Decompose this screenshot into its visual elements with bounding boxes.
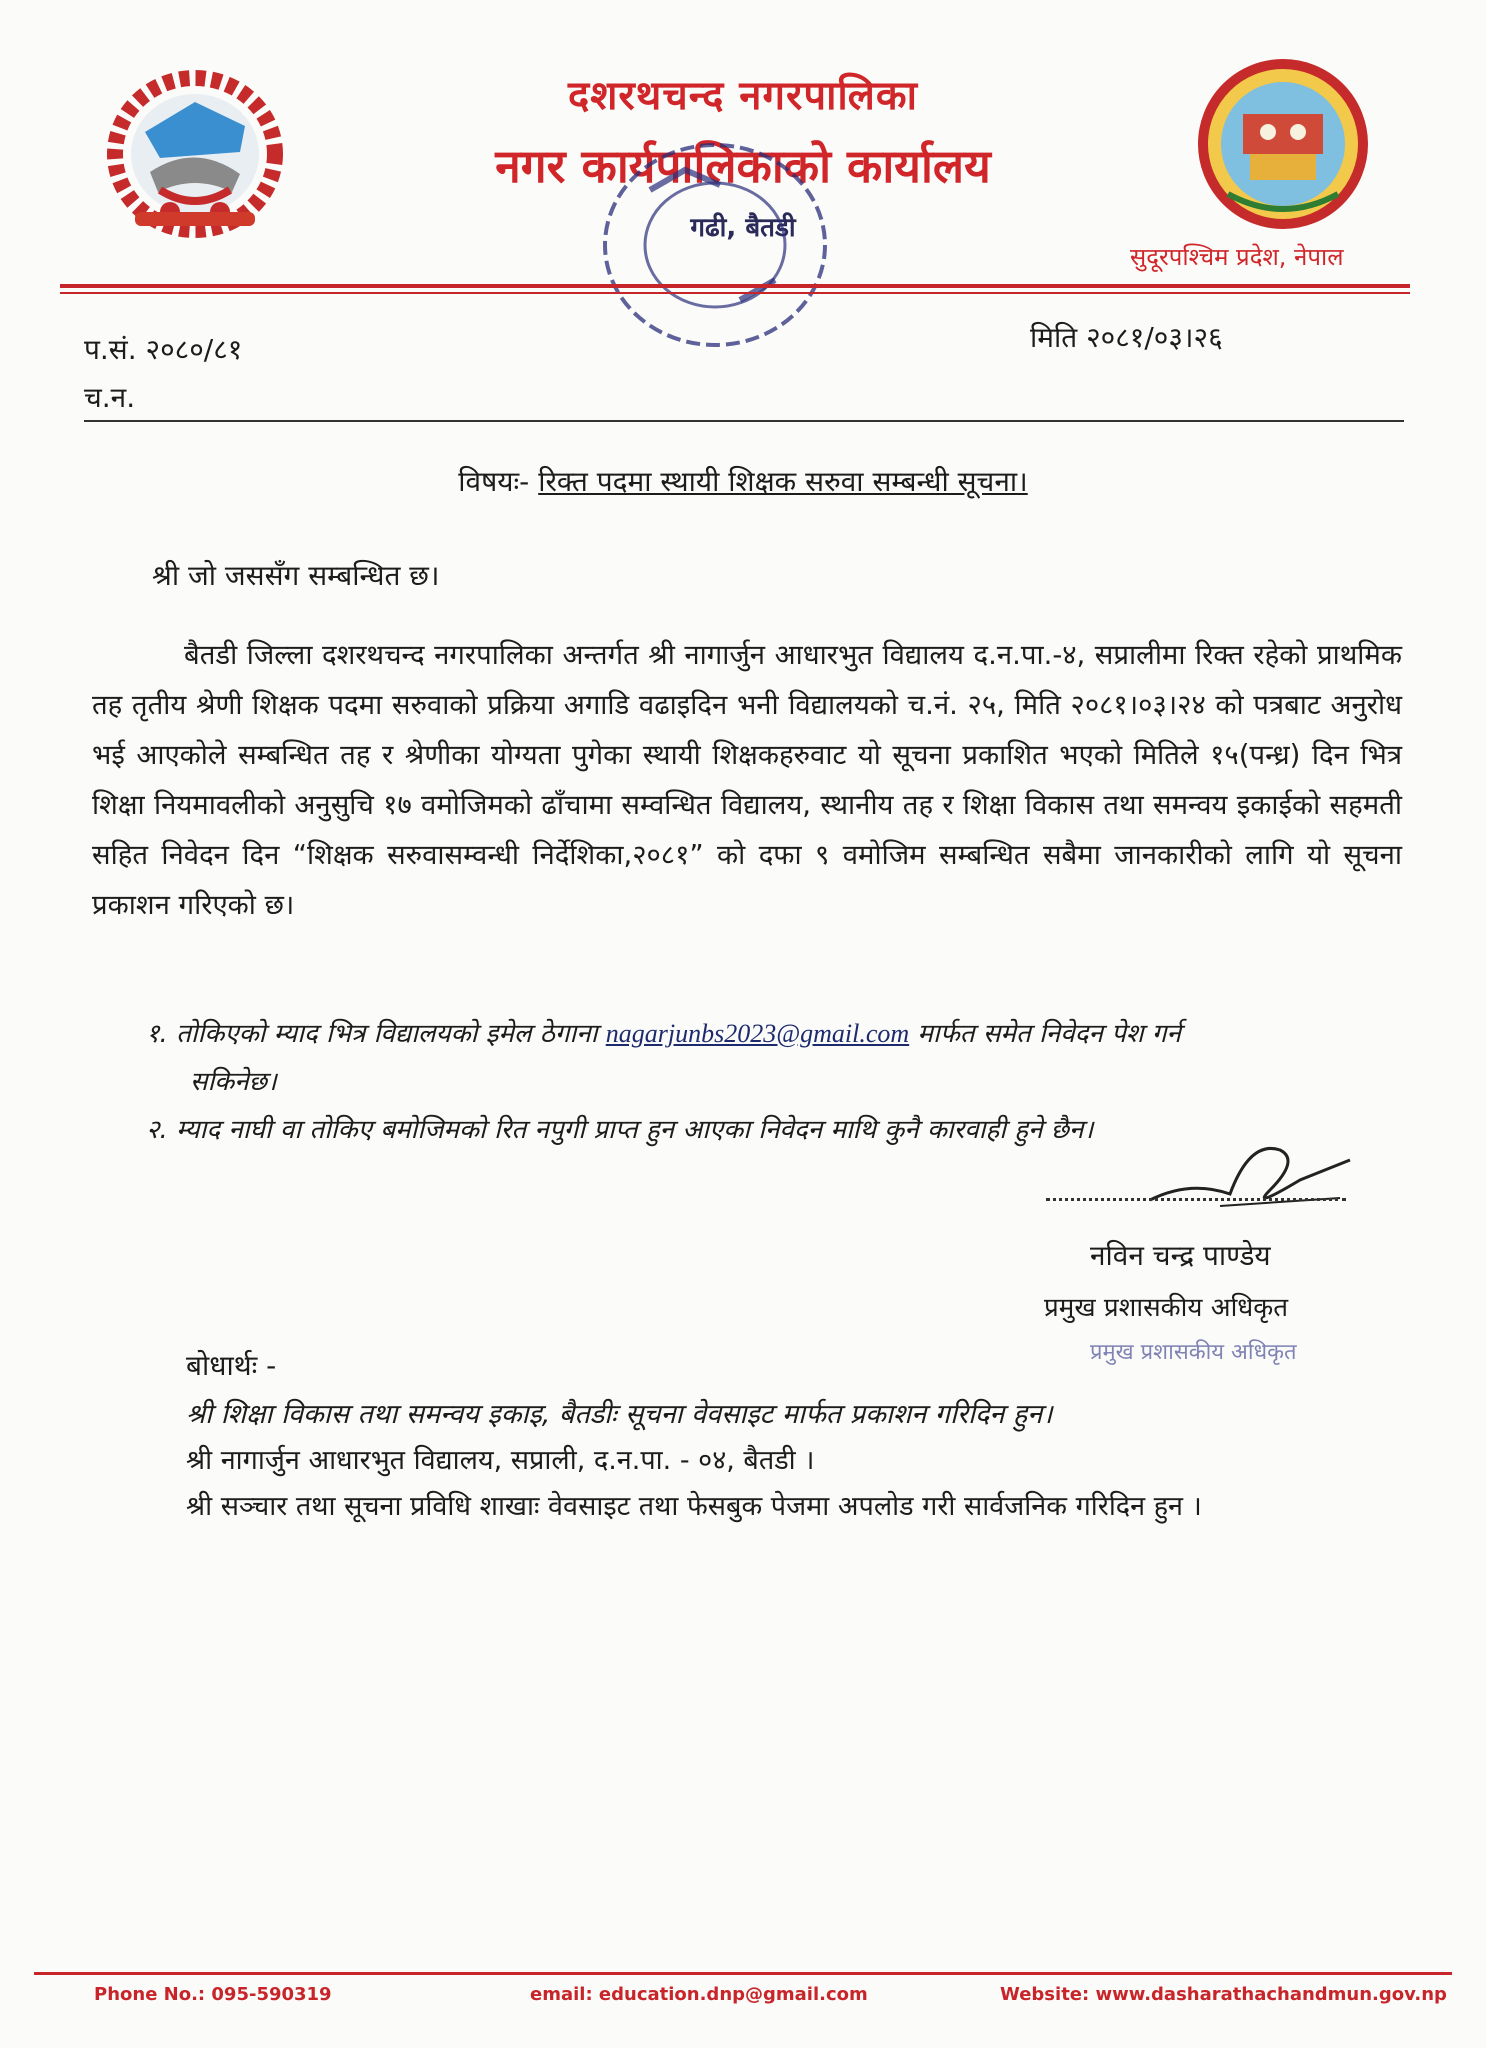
note-number: १.: [146, 1019, 168, 1049]
body-paragraph: बैतडी जिल्ला दशरथचन्द नगरपालिका अन्तर्गत श्री नागार्जुन आधारभुत विद्यालय द.न.पा.-४, सप्रालीमा रिक्त रहेको प्राथमिक तह तृतीय श्रेणी शिक्षक पदमा सरुवाको प्रक्रिया अगाडि वढाइदिन भनी विद्यालयको च.नं. २५, मिति २०८१।०३।२४ को पत्रबाट अनुरोध भई आएकोले सम्बन्धित तह र श्रेणीका योग्यता पुगेका स्थायी शिक्षकहरुवाट यो सूचना प्रकाशित भएको मितिले १५(पन्ध्र) दिन भित्र शिक्षा नियमावलीको अनुसुचि १७ वमोजिमको ढाँचामा सम्वन्धित विद्यालय, स्थानीय तह र शिक्षा विकास तथा समन्वय इकाईको सहमती सहित निवेदन दिन “शिक्षक सरुवासम्वन्धी निर्देशिका,२०८१” को दफा ९ वमोजिम सम्बन्धित सबैमा जानकारीको लागि यो सूचना प्रकाशन गरिएको छ।: [92, 639, 1402, 921]
reference-rule: [84, 420, 1404, 422]
footer-phone: Phone No.: 095-590319: [94, 1984, 332, 2005]
province-label: सुदूरपश्चिम प्रदेश, नेपाल: [1130, 243, 1344, 271]
reference-number: प.सं. २०८०/८१: [84, 333, 243, 366]
footer-rule: [34, 1972, 1452, 1975]
letter-date: मिति २०८१/०३।२६: [1030, 321, 1223, 354]
subject-text: रिक्त पदमा स्थायी शिक्षक सरुवा सम्बन्धी सूचना।: [538, 465, 1028, 498]
note-item-1-cont: सकिनेछ।: [190, 1067, 277, 1097]
cc-label: बोधार्थः -: [186, 1349, 277, 1382]
signatory-stamp: प्रमुख प्रशासकीय अधिकृत: [1090, 1340, 1297, 1365]
municipality-name: दशरथचन्द नगरपालिका: [567, 73, 918, 119]
note-text: मार्फत समेत निवेदन पेश गर्न: [917, 1019, 1181, 1049]
subject-line: [0, 462, 1486, 500]
cc-item: श्री नागार्जुन आधारभुत विद्यालय, सप्राली, द.न.पा. - ०४, बैतडी ।: [186, 1445, 815, 1476]
cc-item: श्री सञ्चार तथा सूचना प्रविधि शाखाः वेवसाइट तथा फेसबुक पेजमा अपलोड गरी सार्वजनिक गरिदिन हुन ।: [186, 1491, 1202, 1522]
signatory-title: प्रमुख प्रशासकीय अधिकृत: [1044, 1293, 1289, 1323]
footer-website[interactable]: Website: www.dasharathachandmun.gov.np: [1000, 1984, 1447, 2005]
note-number: २.: [146, 1115, 168, 1145]
note-text: तोकिएको म्याद भित्र विद्यालयको इमेल ठेगाना: [176, 1019, 598, 1049]
note-item-1: [146, 1010, 1416, 1058]
subject-prefix: विषयः-: [458, 465, 530, 498]
handwritten-signature-icon: [1130, 1120, 1360, 1220]
header-rule-thin: [60, 292, 1410, 294]
signatory-name: नविन चन्द्र पाण्डेय: [1090, 1239, 1271, 1272]
office-seal-stamp-icon: [590, 130, 840, 360]
signature-line: [1046, 1198, 1346, 1201]
school-email-link[interactable]: nagarjunbs2023@gmail.com: [605, 1019, 910, 1048]
note-text: म्याद नाघी वा तोकिए बमोजिमको रित नपुगी प्राप्त हुन आएका निवेदन माथि कुनै कारवाही हुने छैन।: [176, 1115, 1094, 1145]
letter-number: च.न.: [84, 381, 136, 414]
cc-item: श्री शिक्षा विकास तथा समन्वय इकाइ, बैतडीः सूचना वेवसाइट मार्फत प्रकाशन गरिदिन हुन।: [186, 1399, 1053, 1430]
office-name: नगर कार्यपालिकाको कार्यालय: [495, 139, 991, 193]
header-rule-red: [60, 284, 1410, 288]
salutation: श्री जो जससँग सम्बन्धित छ।: [152, 559, 440, 592]
footer-email[interactable]: email: education.dnp@gmail.com: [530, 1984, 868, 2005]
office-location: गढी, बैतडी: [690, 213, 796, 243]
